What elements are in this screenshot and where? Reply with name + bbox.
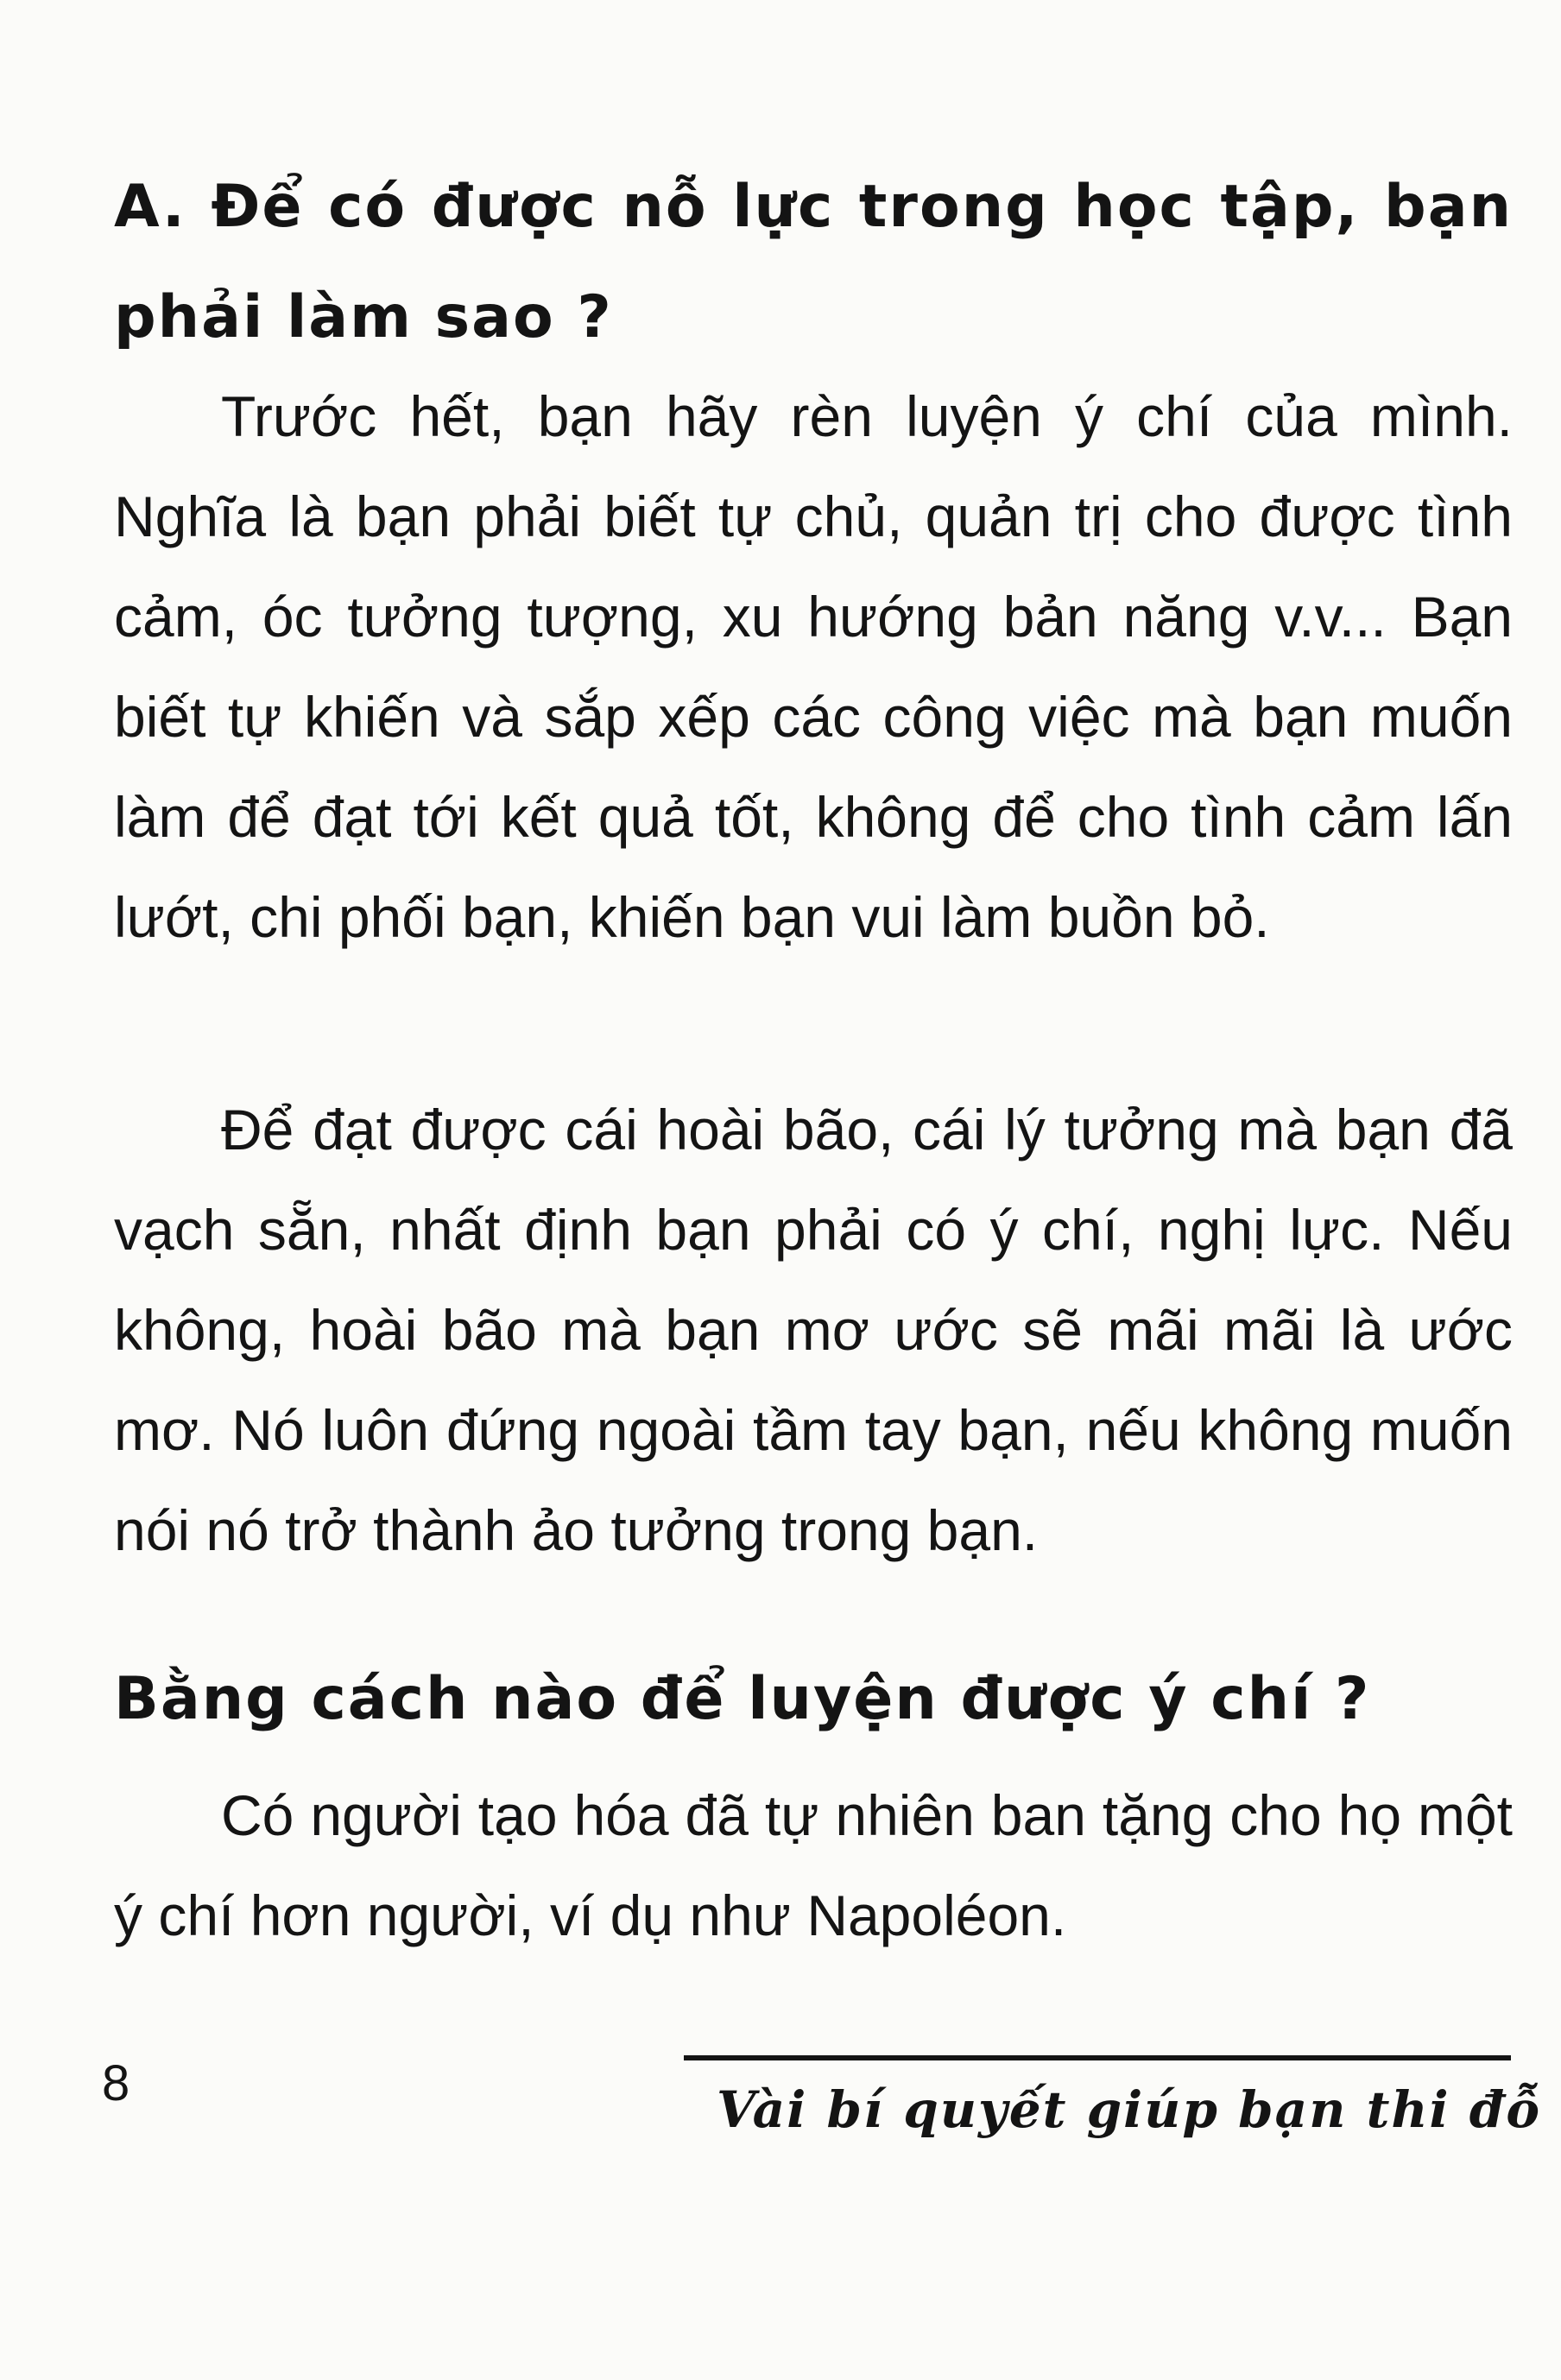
running-footer-title: Vài bí quyết giúp bạn thi đỗ xyxy=(717,2080,1541,2139)
paragraph-willpower: Trước hết, bạn hãy rèn luyện ý chí của mình. Nghĩa là bạn phải biết tự chủ, quản trị cho được tình cảm, óc tưởng tượng, xu hướng bản năng v.v... Bạn biết tự khiến và sắp xếp các công việc mà bạn muốn làm để đạt tới kết quả tốt, không để cho tình cảm lấn lướt, chi phối bạn, khiến bạn vui làm buồn bỏ. xyxy=(114,384,1513,949)
page-number: 8 xyxy=(102,2055,130,2111)
paragraph-napoleon: Có người tạo hóa đã tự nhiên ban tặng cho họ một ý chí hơn người, ví dụ như Napoléon. xyxy=(114,1783,1513,1947)
footer-divider xyxy=(684,2055,1511,2060)
paragraph-ambition: Để đạt được cái hoài bão, cái lý tưởng mà bạn đã vạch sẵn, nhất định bạn phải có ý chí, nghị lực. Nếu không, hoài bão mà bạn mơ ước sẽ mãi mãi là ước mơ. Nó luôn đứng ngoài tầm tay bạn, nếu không muốn nói nó trở thành ảo tưởng trong bạn. xyxy=(114,1098,1513,1562)
section-heading-b: Bằng cách nào để luyện được ý chí ? xyxy=(114,1665,1371,1733)
section-heading-a: A. Để có được nỗ lực trong học tập, bạn phải làm sao ? xyxy=(114,173,1513,351)
